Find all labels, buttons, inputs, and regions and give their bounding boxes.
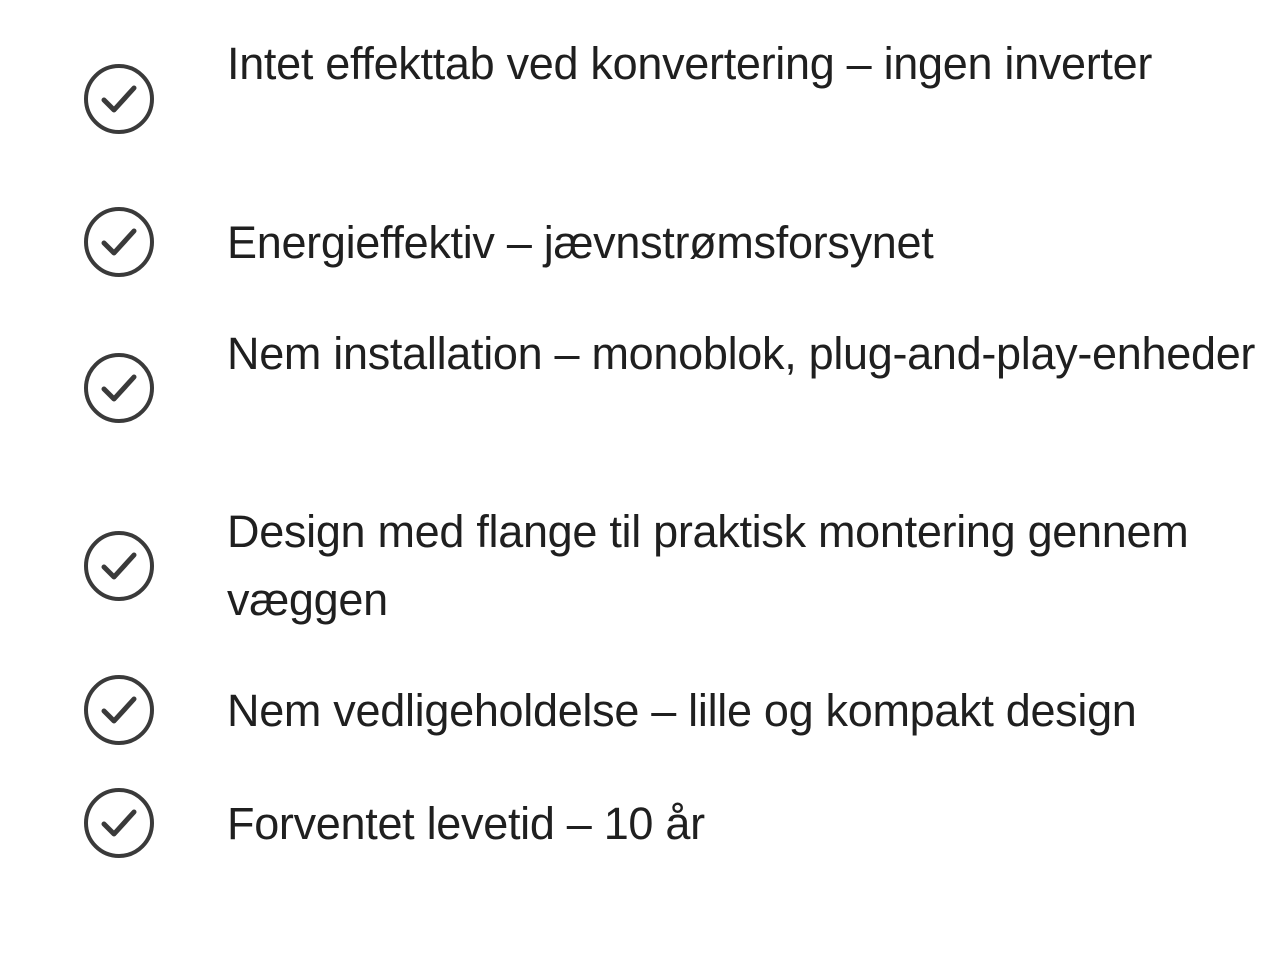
check-circle-icon: [83, 63, 155, 135]
feature-text: Design med flange til praktisk montering gennem væggen: [227, 506, 1189, 625]
feature-text: Nem installation – monoblok, plug-and-play-enheder: [227, 328, 1256, 379]
check-circle-icon: [83, 206, 155, 278]
check-circle-icon: [83, 352, 155, 424]
check-circle-icon: [83, 674, 155, 746]
feature-text: Forventet levetid – 10 år: [227, 798, 705, 849]
feature-text: Intet effekttab ved konvertering – ingen inverter: [227, 38, 1153, 89]
check-circle-icon: [83, 530, 155, 602]
check-circle-icon: [83, 787, 155, 859]
feature-text: Energieffektiv – jævnstrømsforsynet: [227, 217, 934, 268]
feature-text: Nem vedligeholdelse – lille og kompakt design: [227, 685, 1137, 736]
